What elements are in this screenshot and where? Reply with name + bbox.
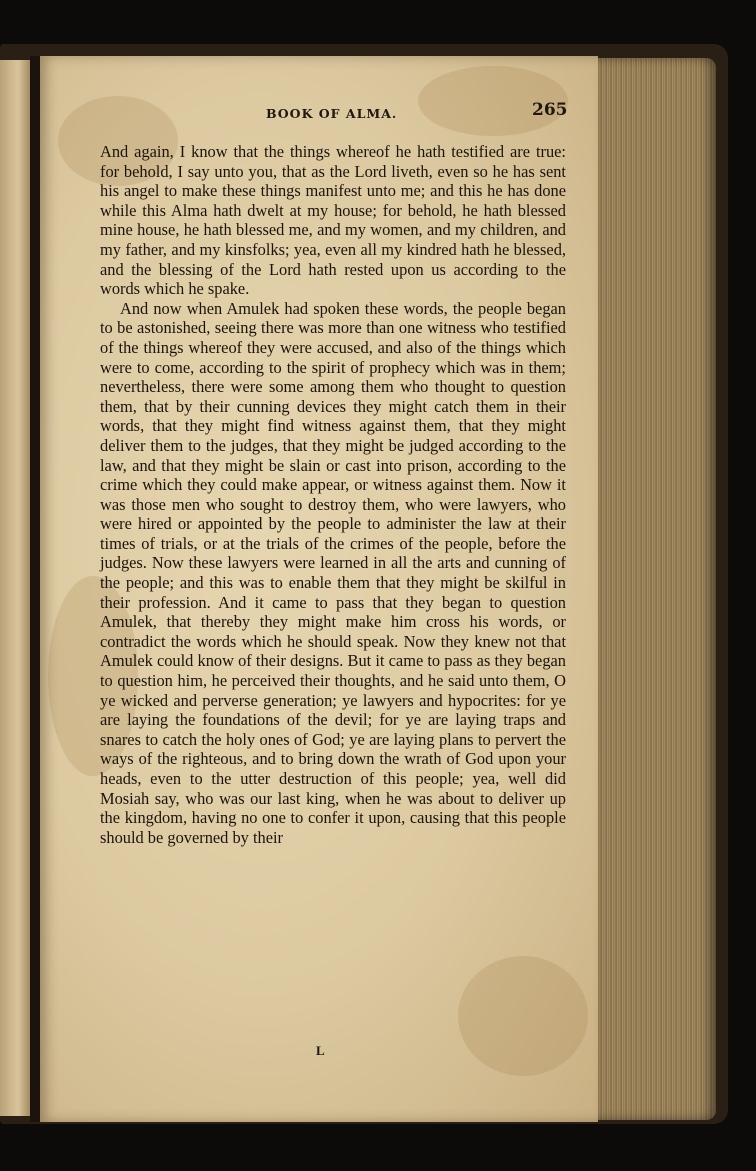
spine-gutter	[30, 56, 40, 1122]
foxing-stain	[458, 956, 588, 1076]
left-page-edge	[0, 60, 30, 1116]
body-text	[100, 142, 566, 847]
running-head: BOOK OF ALMA.	[266, 106, 398, 121]
signature-mark: L	[316, 1043, 325, 1058]
paragraph: And again, I know that the things whereof he hath testified are true: for behold, I say unto you, that as the Lord liveth, even so he has sent his angel to make these things manifest unto me; and this he has done while this Alma hath dwelt at my house; for behold, he hath blessed mine house, he hath blessed me, and my women, and my children, and my father, and my kinsfolks; yea, even all my kindred hath he blessed, and the blessing of the Lord hath rested upon us according to the words which he spake.	[100, 142, 566, 299]
page-block-edge	[598, 58, 716, 1120]
page-number: 265	[532, 100, 568, 120]
paragraph: And now when Amulek had spoken these words, the people began to be astonished, seeing there was more than one witness who testified of the things whereof they were accused, and also of the things which were to come, according to the spirit of prophecy which was in them; nevertheless, there were some among them who thought to question them, that by their cunning devices they might catch them in their words, that they might find witness against them, that they might deliver them to the judges, that they might be judged according to the law, and that they might be slain or cast into prison, according to the crime which they could make appear, or witness against them. Now it was those men who sought to destroy them, who were lawyers, who were hired or appointed by the people to administer the law at their times of trials, or at the trials of the crimes of the people, before the judges. Now these lawyers were learned in all the arts and cunning of the people; and this was to enable them that they might be skilful in their profession. And it came to pass that they began to question Amulek, that thereby they might make him cross his words, or contradict the words which he should speak. Now they knew not that Amulek could know of their designs. But it came to pass as they began to question him, he perceived their thoughts, and he said unto them, O ye wicked and perverse generation; ye lawyers and hypocrites: for ye are laying the foundations of the devil; for ye are laying traps and snares to catch the holy ones of God; ye are laying plans to pervert the ways of the righteous, and to bring down the wrath of God upon your heads, even to the utter destruction of this people; yea, well did Mosiah say, who was our last king, when he was about to deliver up the kingdom, having no one to confer it upon, causing that this people should be governed by their	[100, 298, 566, 847]
